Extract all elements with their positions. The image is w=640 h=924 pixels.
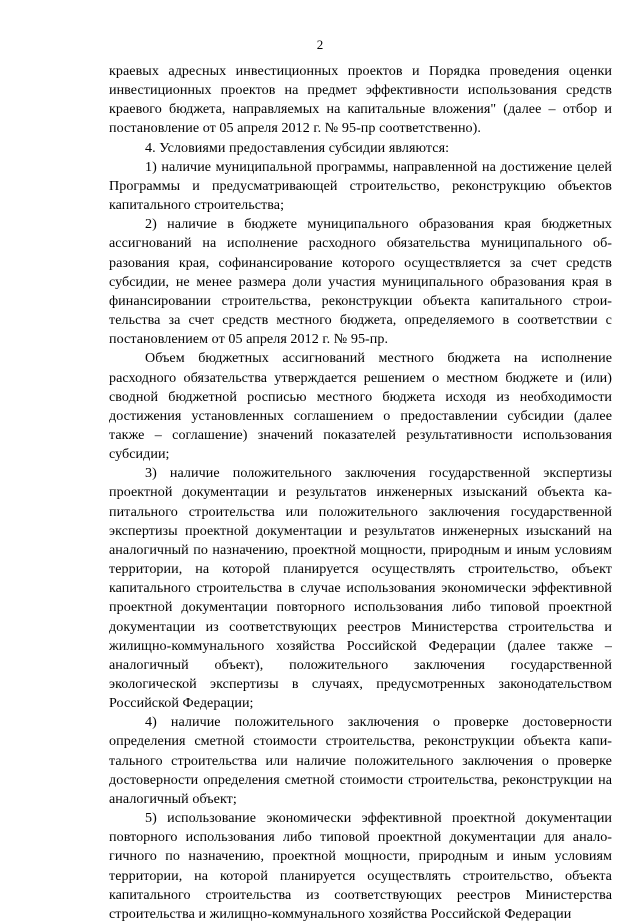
document-body: [109, 62, 612, 924]
paragraph-condition-2: 2) наличие в бюджете муниципального образования края бюджетных ассигнований на исполнение расходного обязательства муниципального образования края, софинансирование которого осуществляется за счет средств субсидии, не менее размера доли участия муниципального образования края в финансировании строительства, реконструкции объекта капитального строительства за счет средств местного бюджета, определяемого в соответствии с постановлением от 05 апреля 2012 г. № 95-пр.: [109, 216, 612, 348]
paragraph-condition-3: 3) наличие положительного заключения государственной экспертизы проектной документации и результатов инженерных изысканий объекта капитального строительства или положительного заключения государственной экспертизы проектной документации и результатов инженерных изысканий на аналогичный по назначению, проектной мощности, природным и иным условиям территории, на которой планируется осуществлять строительство, объект капитального строительства в случае использования экономически эффективной проектной документации повторного использования либо типовой проектной документации из соответствующих реестров Министерства строительства и жилищно-коммунального хозяйства Российской Федерации (далее также – аналогичный объект), положительного заключения государственной экологической экспертизы в случаях, предусмотренных законодательством Российской Федерации;: [109, 465, 612, 712]
page-number: 2: [316, 37, 324, 52]
paragraph-condition-4: 4) наличие положительного заключения о проверке достоверности определения сметной стоимости строительства, реконструкции объекта капитального строительства или наличие положительного заключения о проверке достоверности определения сметной стоимости строительства, реконструкции на аналогичный объект;: [109, 714, 612, 807]
paragraph-condition-1: 1) наличие муниципальной программы, направленной на достижение целей Программы и предусматривающей строительство, реконструкцию объектов капитального строительства;: [109, 158, 612, 214]
paragraph-condition-5: 5) использование экономически эффективной проектной документации повторного использования либо типовой проектной документации для аналогичного по назначению, проектной мощности, природным и иным условиям территории, на которой планируется осуществлять строительство, объекта капитального строительства из соответствующих реестров Министерства строительства и жилищно-коммунального хозяйства Российской Федерации: [109, 810, 612, 922]
paragraph-subsidy-conditions-heading: 4. Условиями предоставления субсидии являются:: [145, 139, 450, 156]
paragraph-selection-reference: краевых адресных инвестиционных проектов и Порядка проведения оценки инвестиционных проектов на предмет эффективности использования средств краевого бюджета, направляемых на капитальные вложения" (далее – отбор и постановление от 05 апреля 2012 г. № 95-пр соответственно).: [109, 63, 612, 137]
paragraph-budget-allocation: Объем бюджетных ассигнований местного бюджета на исполнение расходного обязательства утверждается решением о местном бюджете и (или) сводной бюджетной росписью местного бюджета исходя из необходимости достижения установленных соглашением о предоставлении субсидии (далее также – соглашение) значений показателей результативности использования субсидии;: [109, 350, 612, 463]
